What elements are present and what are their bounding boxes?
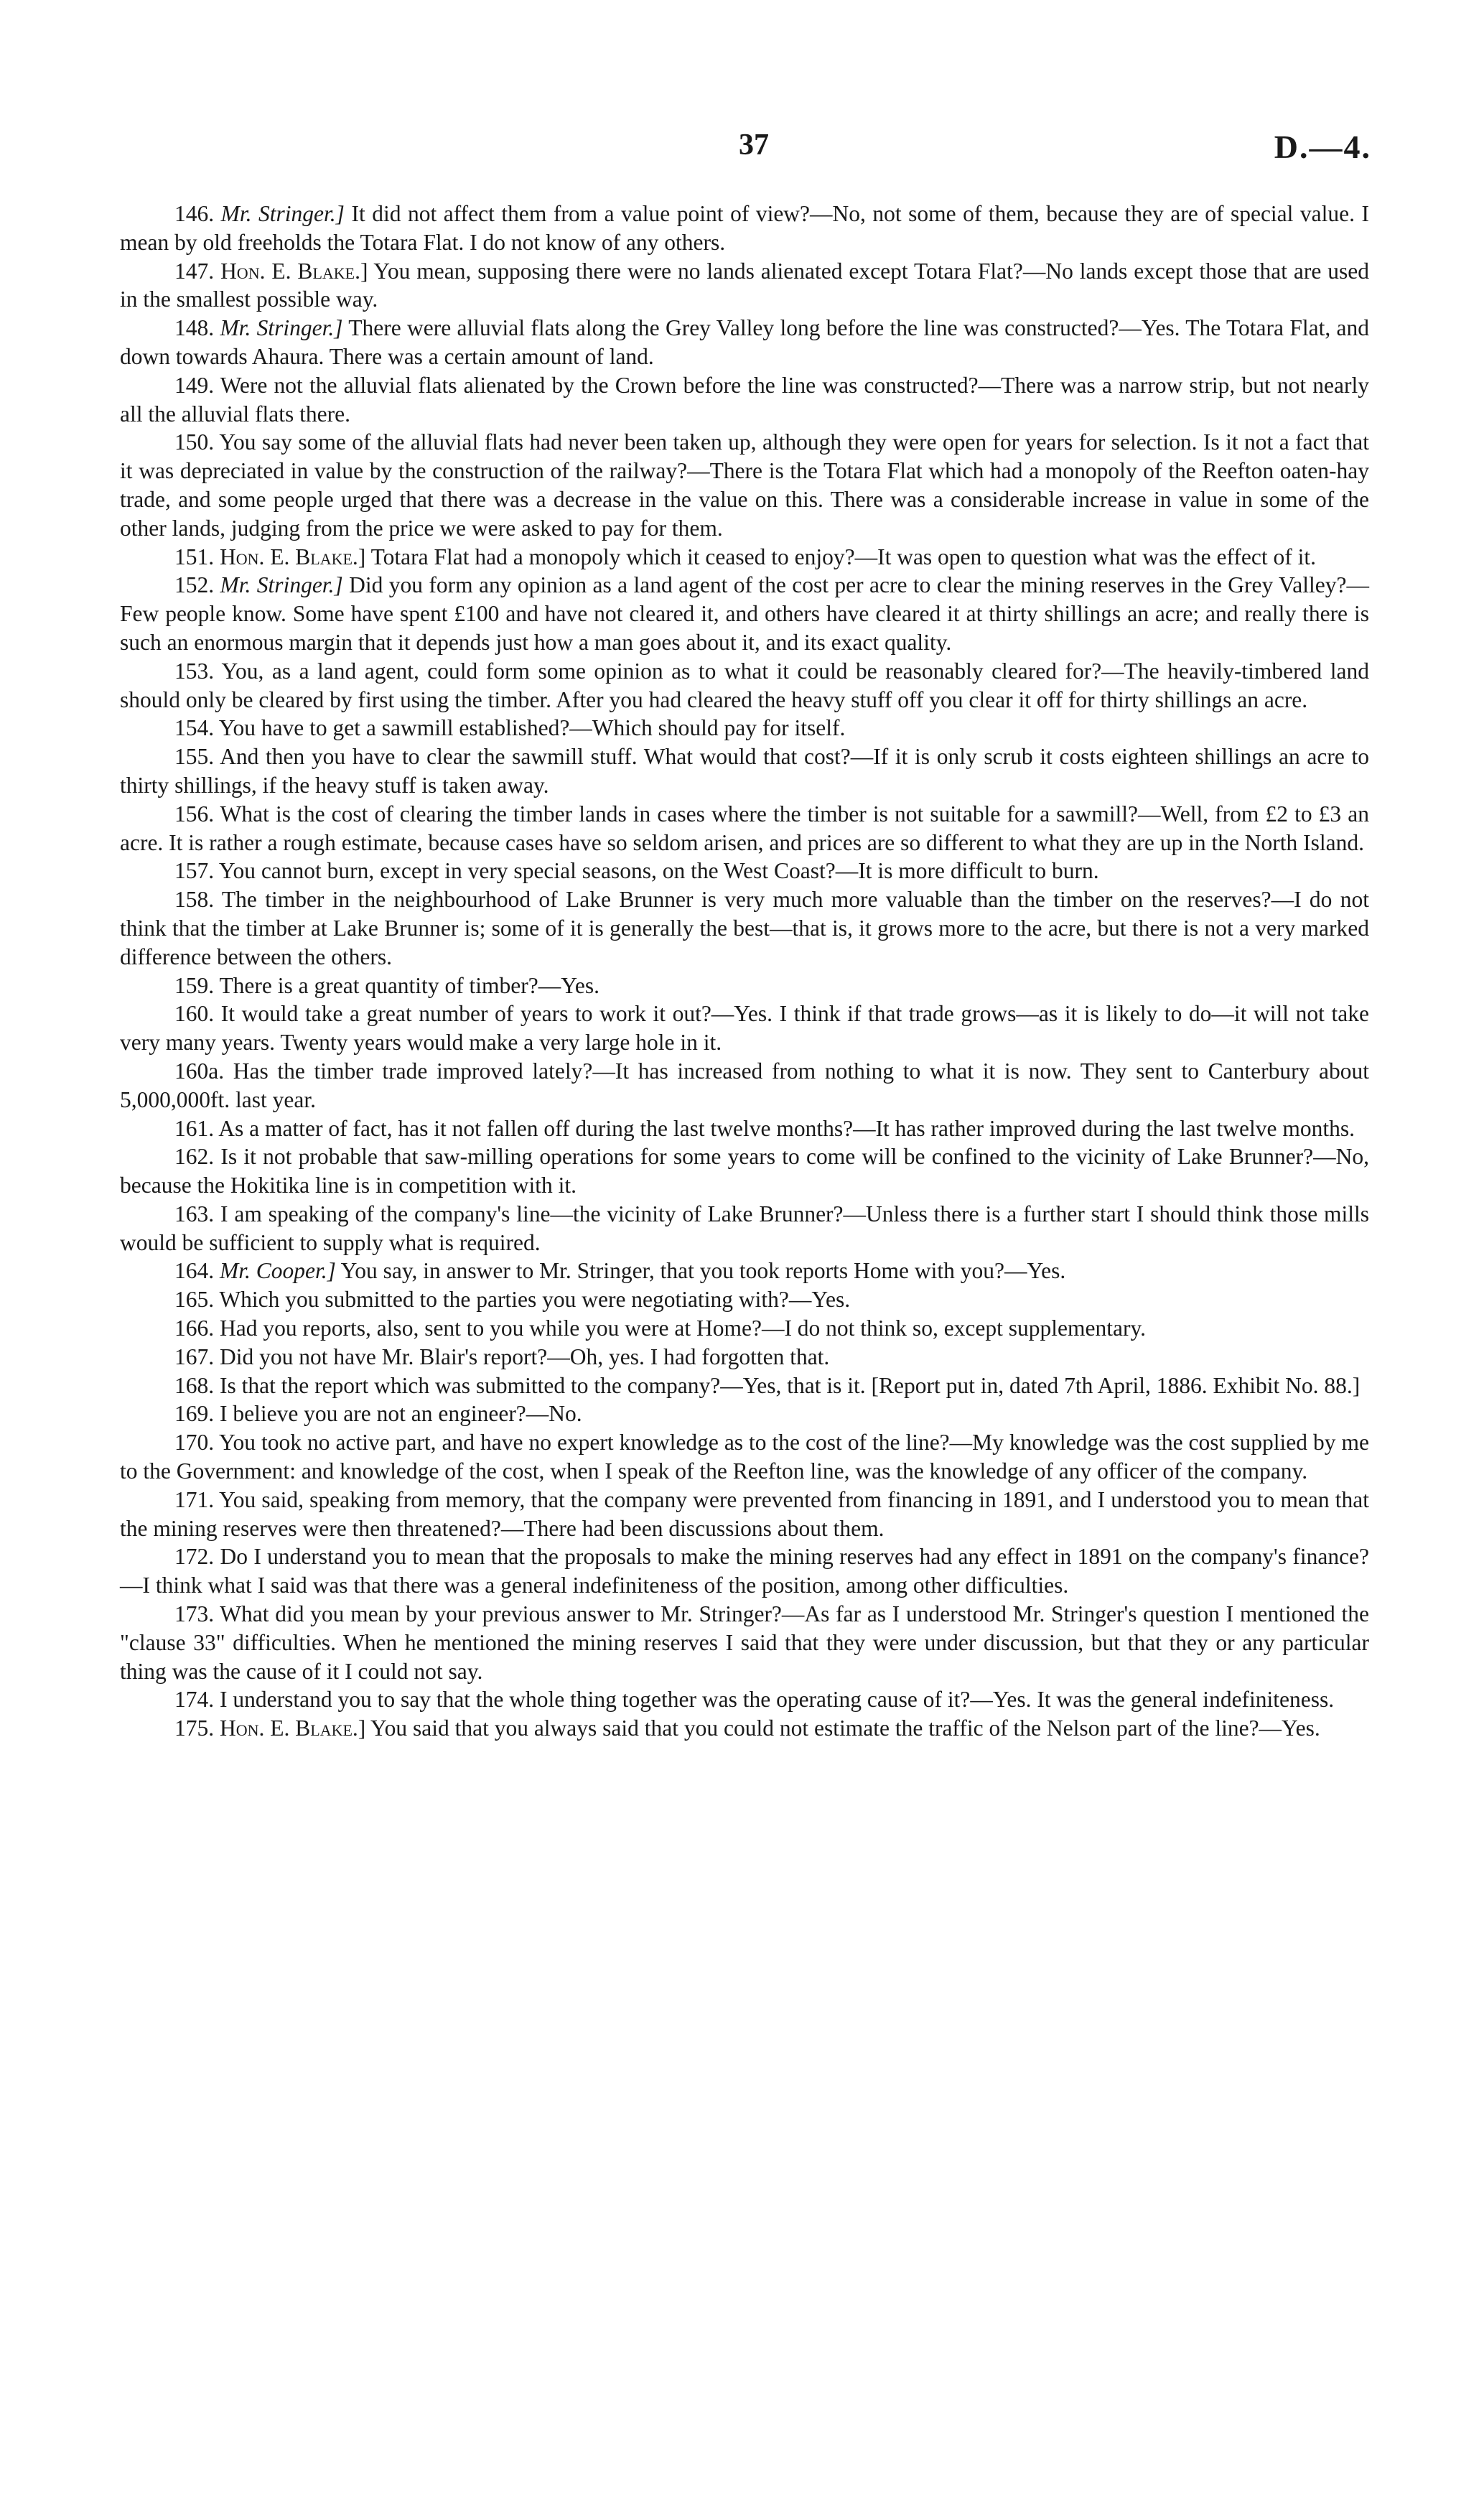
question-answer-text: Is it not probable that saw-milling operations for some years to come will be confined to the vicinity of Lake Brunner?—No, because the Hokitika line is in competition with it. (120, 1144, 1369, 1198)
question-paragraph (120, 1200, 1369, 1257)
page-number: 37 (739, 129, 769, 162)
testimony-body (120, 200, 1369, 1743)
question-answer-text: As a matter of fact, has it not fallen off during the last twelve months?—It has rather improved during the last twelve months. (218, 1115, 1355, 1141)
question-paragraph (120, 657, 1369, 714)
question-answer-text: You have to get a sawmill established?—Which should pay for itself. (218, 715, 846, 741)
question-paragraph (120, 1114, 1369, 1143)
question-number: 161. (174, 1115, 215, 1141)
question-number: 156. (174, 801, 215, 827)
question-answer-text: Do I understand you to mean that the proposals to make the mining reserves had any effect in 1891 on the company's finance?—I think what I said was that there was a general indefiniteness of the position, among other difficulties. (120, 1544, 1370, 1598)
question-answer-text: It did not affect them from a value point of view?—No, not some of them, because they are of special value. I mean by old freeholds the Totara Flat. I do not know of any others. (120, 201, 1370, 255)
question-number: 165. (174, 1287, 215, 1313)
question-number: 146. (174, 201, 215, 226)
question-number: 170. (174, 1430, 215, 1456)
question-number: 167. (174, 1344, 215, 1369)
question-number: 172. (174, 1544, 215, 1570)
speaker-name: Mr. Stringer.] (220, 315, 343, 341)
question-paragraph (120, 800, 1369, 857)
question-number: 174. (174, 1687, 215, 1713)
question-number: 160a. (174, 1058, 225, 1084)
question-paragraph (120, 428, 1369, 542)
question-answer-text: You mean, supposing there were no lands alienated except Totara Flat?—No lands except those that are used in the smallest possible way. (120, 258, 1370, 312)
question-answer-text: You say some of the alluvial flats had never been taken up, although they were open for years for selection. Is it not a fact that it was depreciated in value by the construction of the railway?—There is the Totara Flat which had a monopoly of the Reefton oaten-hay trade, and some people urged that there was a decrease in the value on this. There was a considerable increase in value in some of the other lands, judging from the price we were asked to pay for them. (120, 429, 1369, 541)
question-number: 154. (174, 715, 215, 741)
question-paragraph (120, 1372, 1369, 1400)
question-number: 155. (174, 744, 215, 770)
question-paragraph (120, 1486, 1369, 1543)
question-number: 168. (174, 1372, 215, 1398)
question-answer-text: There is a great quantity of timber?—Yes. (219, 972, 599, 998)
question-answer-text: Has the timber trade improved lately?—It has increased from nothing to what it is now. They sent to Canterbury about 5,000,000ft. last year. (120, 1058, 1370, 1112)
question-paragraph (120, 257, 1369, 315)
question-number: 173. (174, 1601, 215, 1627)
speaker-name: Mr. Stringer.] (220, 572, 343, 598)
question-paragraph (120, 1343, 1369, 1372)
question-number: 159. (174, 972, 215, 998)
question-answer-text: It would take a great number of years to work it out?—Yes. I think if that trade grows—as it is likely to do—it will not take very many years. Twenty years would make a very large hole in it. (120, 1001, 1370, 1056)
question-paragraph (120, 714, 1369, 742)
question-paragraph (120, 1000, 1369, 1057)
question-paragraph (120, 1685, 1369, 1714)
question-paragraph (120, 200, 1369, 257)
question-number: 158. (174, 887, 215, 913)
question-answer-text: You, as a land agent, could form some opinion as to what it could be reasonably cleared for?—The heavily-timbered land should only be cleared by first using the timber. After you had cleared the heavy stuff off you clear it off for thirty shillings an acre. (120, 658, 1369, 712)
question-answer-text: What is the cost of clearing the timber lands in cases where the timber is not suitable for a sawmill?—Well, from £2 to £3 an acre. It is rather a rough estimate, because cases have so seldom arisen, and prices are so different to what they are up in the North Island. (120, 801, 1370, 855)
question-number: 157. (174, 858, 215, 884)
question-paragraph (120, 885, 1369, 971)
question-answer-text: Were not the alluvial flats alienated by the Crown before the line was constructed?—There was a narrow strip, but not nearly all the alluvial flats there. (120, 372, 1369, 427)
question-answer-text: You cannot burn, except in very special seasons, on the West Coast?—It is more difficult to burn. (218, 858, 1099, 884)
question-number: 169. (174, 1401, 215, 1427)
speaker-name: Mr. Stringer.] (220, 201, 345, 226)
question-number: 152. (174, 572, 215, 598)
question-answer-text: I understand you to say that the whole thing together was the operating cause of it?—Yes. It was the general indefiniteness. (220, 1687, 1335, 1713)
question-answer-text: You said that you always said that you could not estimate the traffic of the Nelson part of the line?—Yes. (365, 1715, 1320, 1741)
question-number: 153. (174, 658, 215, 684)
question-paragraph (120, 1600, 1369, 1685)
question-paragraph (120, 857, 1369, 885)
question-answer-text: The timber in the neighbourhood of Lake Brunner is very much more valuable than the timber on the reserves?—I do not think that the timber at Lake Brunner is; some of it is generally the best—that is, it grows more to the acre, but there is not a very marked difference between the others. (120, 887, 1369, 969)
question-number: 164. (174, 1258, 215, 1284)
question-answer-text: Is that the report which was submitted to the company?—Yes, that is it. [Report put in, dated 7th April, 1886. Exhibit No. 88.] (220, 1372, 1361, 1398)
question-paragraph (120, 1285, 1369, 1314)
question-answer-text: You took no active part, and have no expert knowledge as to the cost of the line?—My knowledge was the cost supplied by me to the Government: and knowledge of the cost, when I speak of the Reefton line, was the knowledge of any officer of the company. (120, 1430, 1369, 1484)
question-answer-text: You said, speaking from memory, that the company were prevented from financing in 1891, and I understood you to mean that the mining reserves were then threatened?—There had been discussions about them. (120, 1486, 1369, 1541)
question-paragraph (120, 571, 1369, 656)
question-answer-text: Totara Flat had a monopoly which it ceased to enjoy?—It was open to question what was the effect of it. (365, 544, 1316, 569)
question-number: 166. (174, 1316, 215, 1341)
question-paragraph (120, 1714, 1369, 1743)
question-paragraph (120, 371, 1369, 429)
question-answer-text: I am speaking of the company's line—the vicinity of Lake Brunner?—Unless there is a further start I should think those mills would be sufficient to supply what is required. (120, 1201, 1370, 1255)
question-paragraph (120, 1400, 1369, 1428)
question-number: 149. (174, 372, 215, 398)
question-paragraph (120, 543, 1369, 572)
question-paragraph (120, 1314, 1369, 1343)
question-paragraph (120, 742, 1369, 800)
question-answer-text: I believe you are not an engineer?—No. (220, 1401, 582, 1427)
question-answer-text: Did you form any opinion as a land agent of the cost per acre to clear the mining reserves in the Grey Valley?—Few people know. Some have spent £100 and have not cleared it, and others have cleared it at thirty shillings an acre; and really there is such an enormous margin that it depends just how a man goes about it, and its exact quality. (120, 572, 1369, 655)
question-number: 147. (174, 258, 215, 284)
question-number: 148. (174, 315, 215, 341)
question-answer-text: There were alluvial flats along the Grey Valley long before the line was constructed?—Yes. The Totara Flat, and down towards Ahaura. There was a certain amount of land. (120, 315, 1369, 369)
speaker-name: Hon. E. Blake.] (220, 258, 368, 284)
speaker-name: Mr. Cooper.] (220, 1258, 336, 1284)
question-answer-text: What did you mean by your previous answer to Mr. Stringer?—As far as I understood Mr. Stringer's question I mentioned the "clause 33" difficulties. When he mentioned the mining reserves I said that they were under discussion, but that they or any particular thing was the cause of it I could not say. (120, 1601, 1370, 1684)
question-answer-text: And then you have to clear the sawmill stuff. What would that cost?—If it is only scrub it costs eighteen shillings an acre to thirty shillings, if the heavy stuff is taken away. (120, 744, 1370, 798)
question-paragraph (120, 972, 1369, 1000)
question-number: 160. (174, 1001, 215, 1027)
question-number: 171. (174, 1486, 215, 1512)
question-number: 151. (174, 544, 215, 569)
question-paragraph (120, 1542, 1369, 1600)
question-number: 150. (174, 429, 215, 455)
question-paragraph (120, 1057, 1369, 1114)
speaker-name: Hon. E. Blake.] (220, 544, 366, 569)
question-paragraph (120, 1257, 1369, 1285)
document-reference: D.—4. (1274, 129, 1371, 165)
question-paragraph (120, 314, 1369, 371)
question-answer-text: Which you submitted to the parties you were negotiating with?—Yes. (219, 1287, 851, 1313)
question-paragraph (120, 1428, 1369, 1486)
question-answer-text: Had you reports, also, sent to you while you were at Home?—I do not think so, except supplementary. (220, 1316, 1147, 1341)
question-answer-text: Did you not have Mr. Blair's report?—Oh, yes. I had forgotten that. (220, 1344, 830, 1369)
question-paragraph (120, 1142, 1369, 1200)
question-number: 162. (174, 1144, 215, 1170)
question-answer-text: You say, in answer to Mr. Stringer, that you took reports Home with you?—Yes. (335, 1258, 1066, 1284)
question-number: 163. (174, 1201, 215, 1226)
speaker-name: Hon. E. Blake.] (220, 1715, 366, 1741)
question-number: 175. (174, 1715, 215, 1741)
